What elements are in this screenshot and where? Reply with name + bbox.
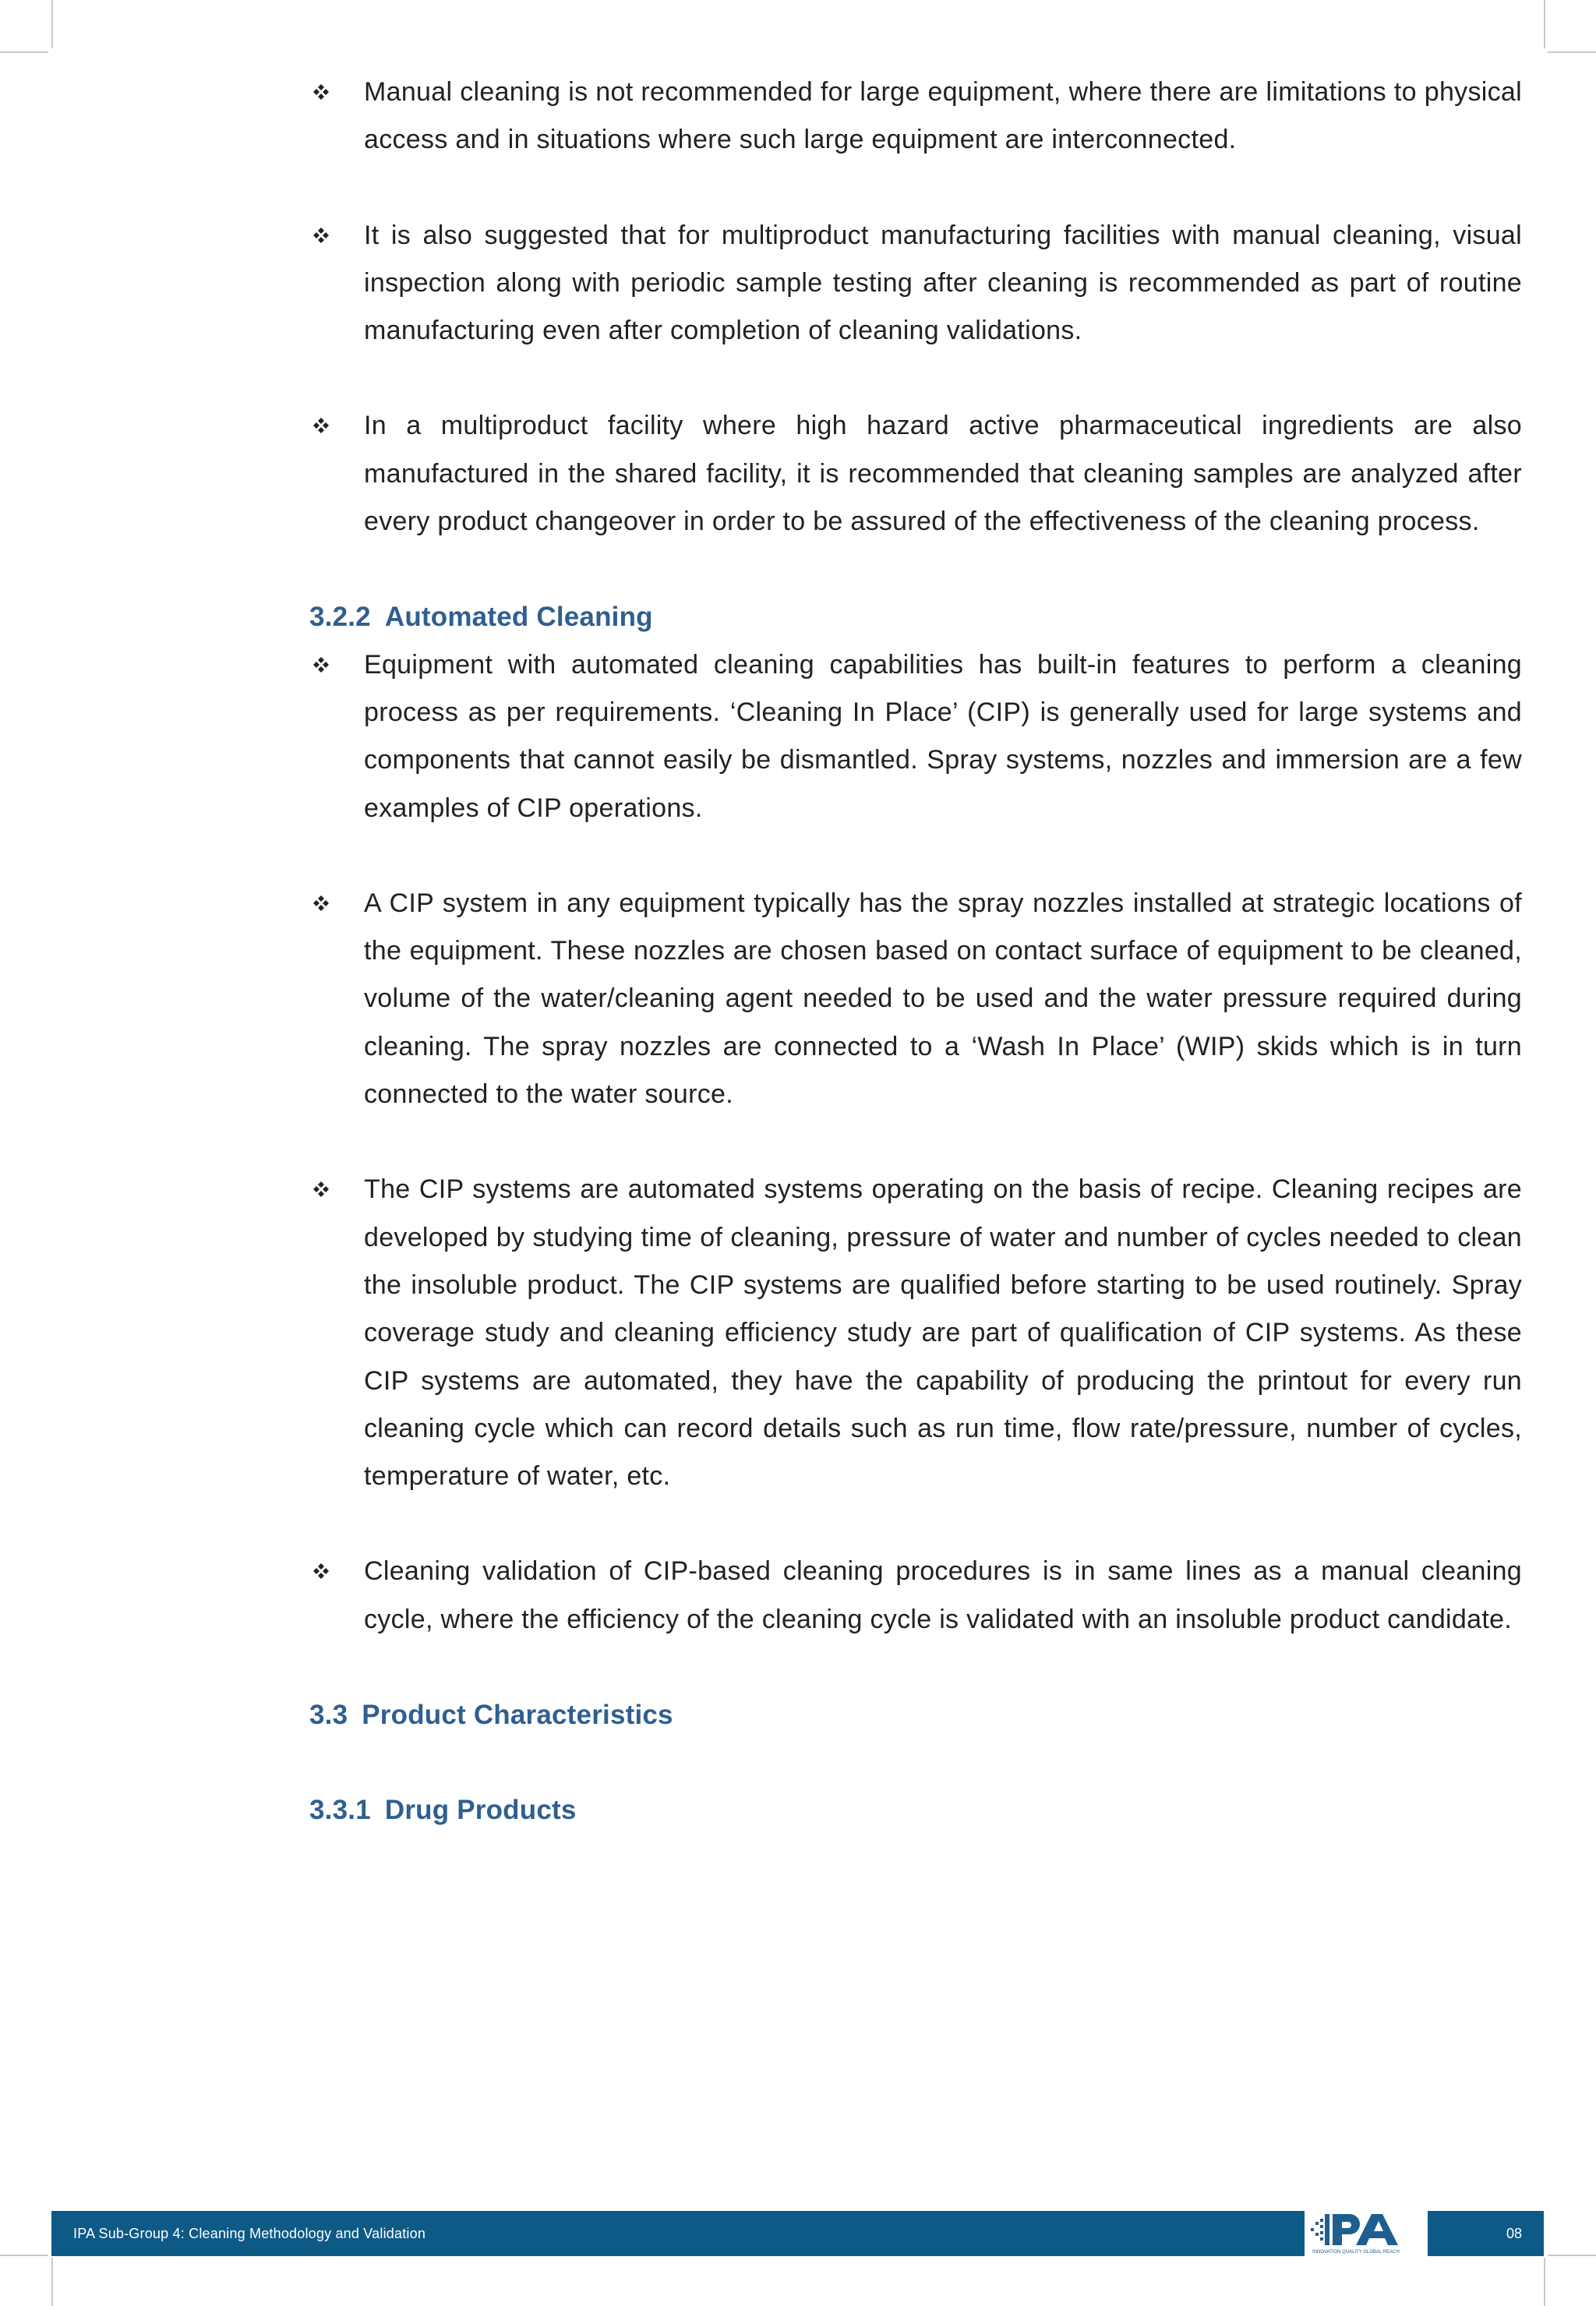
crop-mark bbox=[0, 2255, 48, 2256]
section-number: 3.3.1 bbox=[309, 1795, 371, 1826]
bullet-text: It is also suggested that for multiproduct manufacturing facilities with manual cleaning, visual inspection along with periodic sample testing after cleaning is recommended as part of routine manufacturing even after completion of cleaning validations. bbox=[364, 220, 1522, 346]
crop-mark bbox=[51, 2258, 53, 2306]
bullet-item bbox=[309, 880, 1522, 1118]
section-heading-3-3-1 bbox=[309, 1786, 1522, 1834]
diamond-bullet-icon bbox=[309, 69, 333, 116]
logo-tagline: INNOVATION QUALITY GLOBAL REACH bbox=[1312, 2250, 1400, 2255]
diamond-bullet-icon bbox=[309, 1548, 333, 1595]
bullet-text: Cleaning validation of CIP-based cleaning procedures is in same lines as a manual cleaning cycle, where the efficiency of the cleaning cycle is validated with an insoluble product candidate. bbox=[364, 1556, 1522, 1634]
crop-mark bbox=[1548, 51, 1596, 53]
section-title: Product Characteristics bbox=[362, 1700, 673, 1731]
bullet-text: In a multiproduct facility where high hazard active pharmaceutical ingredients are also manufactured in the shared facility, it is recommended that cleaning samples are analyzed after every product changeover in order to be assured of the effectiveness of the cleaning process. bbox=[364, 411, 1522, 537]
diamond-bullet-icon bbox=[309, 212, 333, 260]
section-heading-3-2-2 bbox=[309, 593, 1522, 641]
section-number: 3.2.2 bbox=[309, 602, 371, 633]
section-heading-3-3 bbox=[309, 1691, 1522, 1739]
crop-mark bbox=[1544, 2258, 1545, 2306]
crop-mark bbox=[1548, 2255, 1596, 2256]
footer-title: IPA Sub-Group 4: Cleaning Methodology and Validation bbox=[73, 2226, 426, 2241]
crop-mark bbox=[1544, 0, 1545, 48]
bullet-item bbox=[309, 212, 1522, 355]
ipa-logo bbox=[1305, 2211, 1428, 2256]
bullet-text: Equipment with automated cleaning capabilities has built-in features to perform a cleaning process as per requirements. ‘Cleaning In Place’ (CIP) is generally used for large systems and components that cannot easily be dismantled. Spray systems, nozzles and immersion are a few examples of CIP operations. bbox=[364, 649, 1522, 823]
section-title: Automated Cleaning bbox=[384, 602, 653, 633]
diamond-bullet-icon bbox=[309, 880, 333, 927]
bullet-item bbox=[309, 1166, 1522, 1500]
diamond-bullet-icon bbox=[309, 402, 333, 450]
page-footer bbox=[51, 2211, 1544, 2256]
bullet-text: The CIP systems are automated systems operating on the basis of recipe. Cleaning recipes are developed by studying time of cleaning, pressure of water and number of cycles needed to clean the insoluble product. The CIP systems are qualified before starting to be used routinely. Spray coverage study and cleaning efficiency study are part of qualification of CIP systems. As these CIP systems are automated, they have the capability of producing the printout for every run cleaning cycle which can record details such as run time, flow rate/pressure, number of cycles, temperature of water, etc. bbox=[364, 1174, 1522, 1492]
diamond-bullet-icon bbox=[309, 641, 333, 689]
bullet-text: Manual cleaning is not recommended for large equipment, where there are limitations to physical access and in situations where such large equipment are interconnected. bbox=[364, 77, 1522, 155]
crop-mark bbox=[51, 0, 53, 48]
section-title: Drug Products bbox=[384, 1795, 577, 1826]
bullet-item bbox=[309, 641, 1522, 832]
bullet-item bbox=[309, 1548, 1522, 1644]
page-number: 08 bbox=[1506, 2226, 1522, 2241]
crop-mark bbox=[0, 51, 48, 53]
diamond-bullet-icon bbox=[309, 1166, 333, 1213]
bullet-item bbox=[309, 69, 1522, 164]
bullet-text: A CIP system in any equipment typically has the spray nozzles installed at strategic locations of the equipment. These nozzles are chosen based on contact surface of equipment to be cleaned, volume of the water/cleaning agent needed to be used and the water pressure required during cleaning. The spray nozzles are connected to a ‘Wash In Place’ (WIP) skids which is in turn connected to the water source. bbox=[364, 888, 1522, 1110]
bullet-item bbox=[309, 402, 1522, 546]
ipa-logo-icon bbox=[1305, 2211, 1428, 2256]
section-number: 3.3 bbox=[309, 1700, 348, 1731]
page-content bbox=[309, 69, 1522, 1835]
